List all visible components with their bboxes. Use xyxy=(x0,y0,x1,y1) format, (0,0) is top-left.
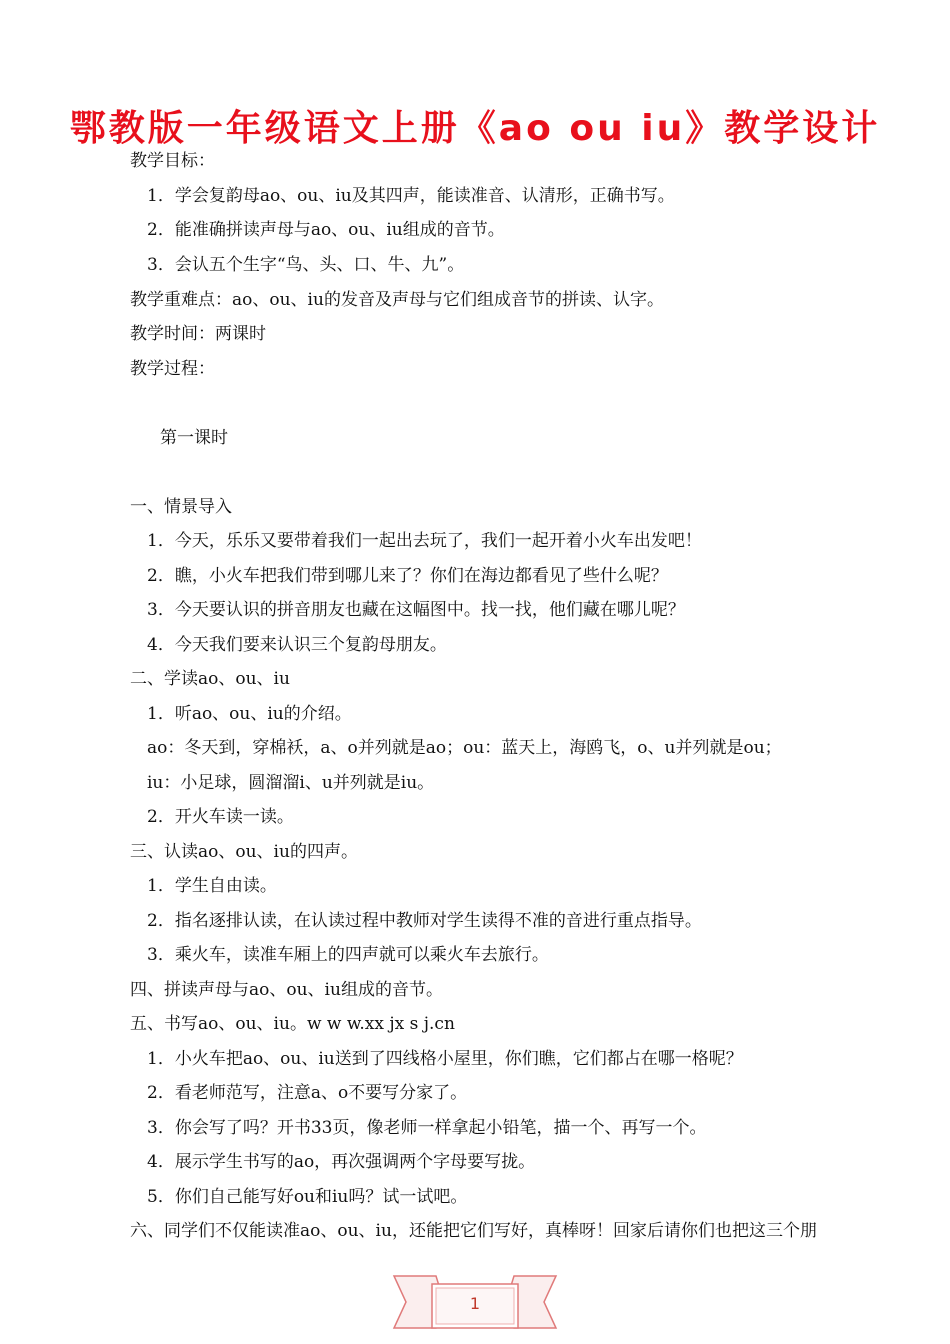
text-line: 1．小火车把ao、ou、iu送到了四线格小屋里，你们瞧，它们都占在哪一格呢？ xyxy=(147,1049,743,1069)
text-line: 教学目标： xyxy=(130,151,215,171)
text-line: 1．学会复韵母ao、ou、iu及其四声，能读准音、认清形，正确书写。 xyxy=(147,186,675,206)
text-line: iu：小足球，圆溜溜i、u并列就是iu。 xyxy=(147,773,435,793)
text-line: 二、学读ao、ou、iu xyxy=(130,669,290,689)
text-line: 3．你会写了吗？开书33页，像老师一样拿起小铅笔，描一个、再写一个。 xyxy=(147,1118,707,1138)
text-line: 2．能准确拼读声母与ao、ou、iu组成的音节。 xyxy=(147,220,505,240)
text-line: 五、书写ao、ou、iu。w w w.xx jx s j.cn xyxy=(130,1014,455,1034)
text-line: 六、同学们不仅能读准ao、ou、iu，还能把它们写好，真棒呀！回家后请你们也把这三个朋 xyxy=(130,1221,817,1241)
text-line: 1．听ao、ou、iu的介绍。 xyxy=(147,704,352,724)
page-number: 1 xyxy=(469,1294,481,1313)
text-line: 2．开火车读一读。 xyxy=(147,807,294,827)
section-heading: 第一课时 xyxy=(160,428,228,448)
text-line: 2．看老师范写，注意a、o不要写分家了。 xyxy=(147,1083,468,1103)
text-line: 3．乘火车，读准车厢上的四声就可以乘火车去旅行。 xyxy=(147,945,549,965)
text-line: ao：冬天到，穿棉袄，a、o并列就是ao；ou：蓝天上，海鸥飞，o、u并列就是ou； xyxy=(147,738,782,758)
text-line: 5．你们自己能写好ou和iu吗？试一试吧。 xyxy=(147,1187,468,1207)
text-line: 1．今天，乐乐又要带着我们一起出去玩了，我们一起开着小火车出发吧！ xyxy=(147,531,702,551)
document-title: 鄂教版一年级语文上册《ao ou iu》教学设计 xyxy=(69,108,881,149)
text-line: 教学过程： xyxy=(130,359,215,379)
text-line: 四、拼读声母与ao、ou、iu组成的音节。 xyxy=(130,980,443,1000)
text-line: 一、情景导入 xyxy=(130,497,232,517)
text-line: 2．瞧，小火车把我们带到哪儿来了？你们在海边都看见了些什么呢？ xyxy=(147,566,668,586)
text-line: 4．今天我们要来认识三个复韵母朋友。 xyxy=(147,635,447,655)
text-line: 三、认读ao、ou、iu的四声。 xyxy=(130,842,358,862)
text-line: 2．指名逐排认读，在认读过程中教师对学生读得不准的音进行重点指导。 xyxy=(147,911,702,931)
text-line: 4．展示学生书写的ao，再次强调两个字母要写拢。 xyxy=(147,1152,536,1172)
text-line: 教学时间：两课时 xyxy=(130,324,266,344)
text-line: 教学重难点：ao、ou、iu的发音及声母与它们组成音节的拼读、认字。 xyxy=(130,290,664,310)
page-number-badge xyxy=(392,1272,558,1338)
text-line: 3．会认五个生字“鸟、头、口、牛、九”。 xyxy=(147,255,465,275)
text-line: 3．今天要认识的拼音朋友也藏在这幅图中。找一找，他们藏在哪儿呢？ xyxy=(147,600,685,620)
text-line: 1．学生自由读。 xyxy=(147,876,277,896)
